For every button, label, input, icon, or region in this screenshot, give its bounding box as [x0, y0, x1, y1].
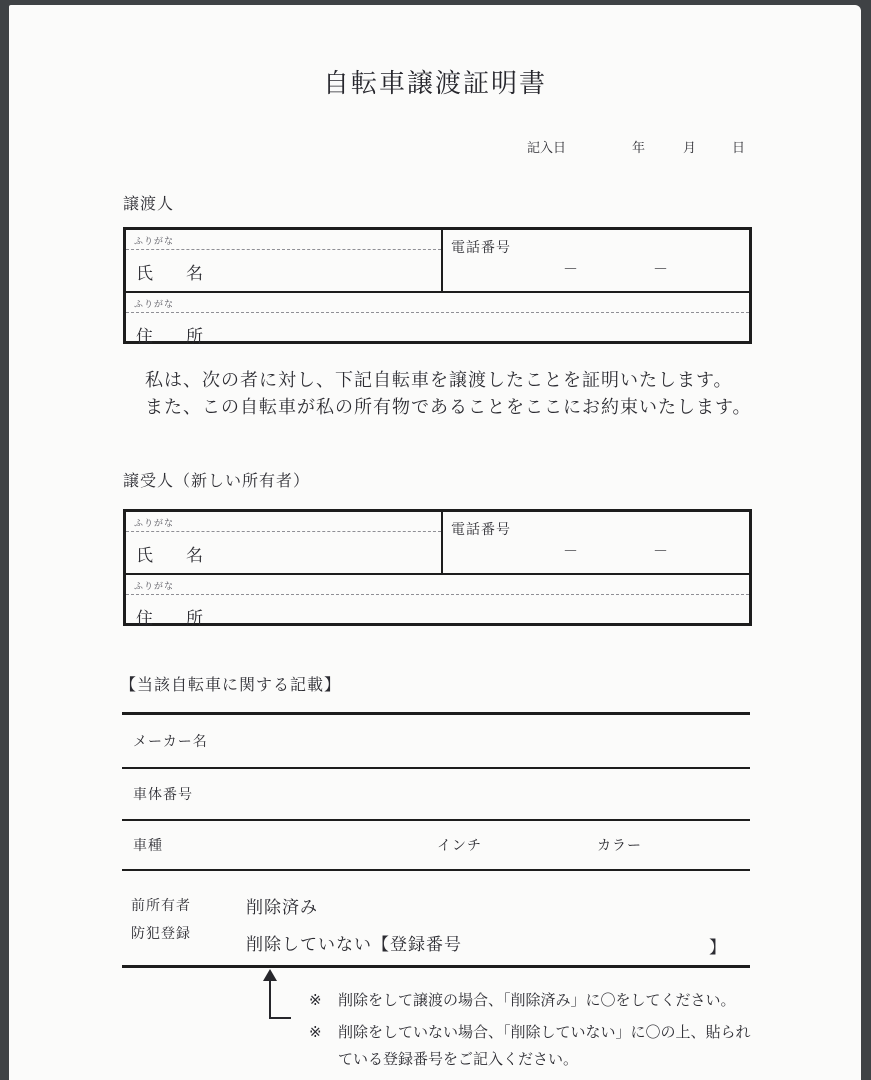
note-1-text: 削除をして譲渡の場合、「削除済み」に〇をしてください。	[338, 993, 736, 1009]
transferor-name-row	[126, 230, 749, 293]
furigana-label: ふりがな	[126, 512, 441, 532]
transferee-section-label: 譲受人（新しい所有者）	[123, 473, 311, 490]
fill-date-row	[527, 137, 787, 157]
phone-label: 電話番号	[451, 241, 511, 256]
note-2-line2: ている登録番号をご記入ください。	[338, 1052, 579, 1068]
transferee-address-row	[126, 575, 749, 628]
phone-dash: －	[653, 262, 669, 278]
transferor-name-cell	[126, 230, 441, 291]
previous-owner-registration-label	[131, 893, 191, 949]
note-marker: ※	[309, 993, 322, 1009]
note-2-text	[338, 1020, 751, 1074]
phone-dash: －	[653, 544, 669, 560]
furigana-label: ふりがな	[126, 293, 749, 313]
page-title: 自転車譲渡証明書	[322, 69, 547, 98]
rule-thin	[122, 819, 750, 821]
transferee-table	[123, 509, 752, 626]
registration-close-bracket: 】	[709, 938, 726, 957]
note-2-line1: 削除をしていない場合、「削除していない」に〇の上、貼られ	[338, 1025, 751, 1041]
transferor-address-row	[126, 293, 749, 346]
previous-owner-label-line1: 前所有者	[131, 899, 191, 914]
inch-label: インチ	[437, 839, 482, 854]
transferor-section-label: 譲渡人	[123, 196, 175, 213]
maker-label: メーカー名	[133, 735, 208, 750]
statement-line-2: また、この自転車が私の所有物であることをここにお約束いたします。	[145, 397, 752, 417]
note-1	[309, 988, 736, 1015]
rule-thick-top	[122, 712, 750, 715]
name-label: 氏 名	[136, 264, 211, 283]
date-day-label: 日	[732, 140, 746, 155]
phone-dash: －	[563, 262, 579, 278]
option-deleted: 削除済み	[246, 898, 318, 917]
transferee-name-cell	[126, 512, 441, 573]
furigana-label: ふりがな	[126, 575, 749, 595]
date-label: 記入日	[527, 140, 567, 155]
bicycle-section-label: 【当該自転車に関する記載】	[120, 677, 342, 694]
callout-arrow-line	[269, 980, 291, 1019]
address-label: 住 所	[136, 609, 211, 628]
color-label: カラー	[597, 839, 642, 854]
address-label: 住 所	[136, 327, 211, 346]
note-2	[309, 1020, 751, 1074]
transferor-table	[123, 227, 752, 344]
option-not-deleted-registration-number: 削除していない【登録番号	[246, 935, 462, 954]
document-page	[9, 5, 861, 1080]
rule-thick-bottom	[122, 965, 750, 968]
previous-owner-label-line2: 防犯登録	[131, 927, 191, 942]
transferor-phone-cell	[441, 230, 749, 291]
phone-dash: －	[563, 544, 579, 560]
note-marker: ※	[309, 1025, 322, 1041]
rule-thin	[122, 869, 750, 871]
statement-line-1: 私は、次の者に対し、下記自転車を譲渡したことを証明いたします。	[145, 370, 733, 390]
date-year-label: 年	[632, 140, 646, 155]
transferee-name-row	[126, 512, 749, 575]
transferee-phone-cell	[441, 512, 749, 573]
date-month-label: 月	[683, 140, 697, 155]
furigana-label: ふりがな	[126, 230, 441, 250]
bike-type-label: 車種	[133, 839, 163, 854]
frame-number-label: 車体番号	[133, 788, 193, 803]
certification-statement	[145, 367, 752, 421]
name-label: 氏 名	[136, 546, 211, 565]
rule-thin	[122, 767, 750, 769]
phone-label: 電話番号	[451, 523, 511, 538]
